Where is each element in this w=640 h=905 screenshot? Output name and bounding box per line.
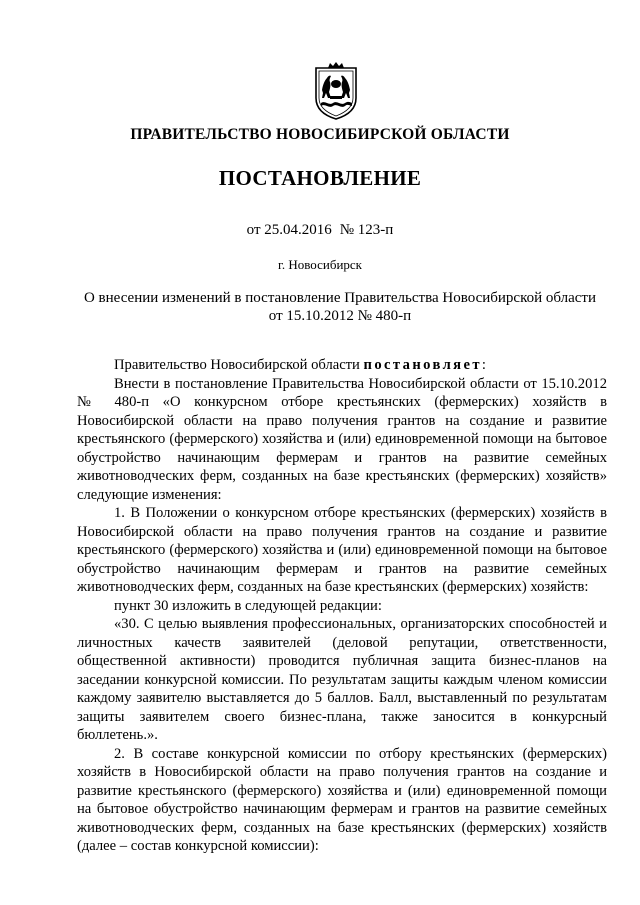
body-paragraph: 2. В составе конкурсной комиссии по отбору крестьянских (фермерских) хозяйств в Новосибирской области на право получения грантов на создание и развитие крестьянского (фермерского) хозяйства и (или) единовременной помощи на бытовое обустройство начинающим фермерам и грантов на развитие семейных животноводческих ферм, созданных на базе крестьянских (фермерских) хозяйств (далее – состав конкурсной комиссии): bbox=[77, 745, 607, 854]
document-date: от 25.04.2016 bbox=[246, 222, 332, 238]
body-paragraph: пункт 30 изложить в следующей редакции: bbox=[114, 597, 382, 614]
document-date-number bbox=[0, 222, 640, 239]
document-subject-line: О внесении изменений в постановление Правительства Новосибирской области bbox=[83, 290, 597, 306]
document-body bbox=[77, 356, 607, 856]
intro-lead: Правительство Новосибирской области bbox=[114, 357, 364, 373]
intro-paragraph bbox=[77, 356, 607, 375]
document-number: № 123-п bbox=[339, 222, 394, 238]
intro-verb: постановляет bbox=[363, 357, 482, 373]
document-subject-line: от 15.10.2012 № 480-п bbox=[268, 308, 412, 324]
document-city: г. Новосибирск bbox=[277, 257, 362, 272]
body-paragraph: «30. С целью выявления профессиональных, организаторских способностей и личностных качеств заявителей (деловой репутации, ответственности, общественной активности) проводится публичная защита бизнес-планов на заседании конкурсной комиссии. По результатам защиты каждым членом комиссии каждому заявителю выставляется до 5 баллов. Балл, выставленный по результатам защиты заявителем своего бизнес-плана, также заносится в конкурсный бюллетень.». bbox=[77, 616, 607, 743]
body-paragraph: Внести в постановление Правительства Новосибирской области от 15.10.2012 № 480-п «О конкурсном отборе крестьянских (фермерских) хозяйств в Новосибирской области на право получения грантов на создание и развитие крестьянского (фермерского) хозяйства и (или) единовременной помощи на бытовое обустройство начинающим фермерам и грантов на развитие семейных животноводческих ферм, созданных на базе крестьянских (фермерских) хозяйств» следующие изменения: bbox=[77, 375, 607, 503]
organization-title: ПРАВИТЕЛЬСТВО НОВОСИБИРСКОЙ ОБЛАСТИ bbox=[130, 126, 510, 143]
novosibirsk-coat-of-arms-icon bbox=[312, 62, 360, 120]
intro-end: : bbox=[481, 357, 486, 373]
document-type-title: ПОСТАНОВЛЕНИЕ bbox=[218, 166, 422, 190]
body-paragraph: 1. В Положении о конкурсном отборе крестьянских (фермерских) хозяйств в Новосибирской области на право получения грантов на создание и развитие крестьянского (фермерского) хозяйства и (или) единовременной помощи на бытовое обустройство начинающим фермерам и грантов на развитие семейных животноводческих ферм, созданных на базе крестьянских (фермерских) хозяйств: bbox=[77, 505, 607, 595]
document-subject bbox=[60, 289, 620, 325]
